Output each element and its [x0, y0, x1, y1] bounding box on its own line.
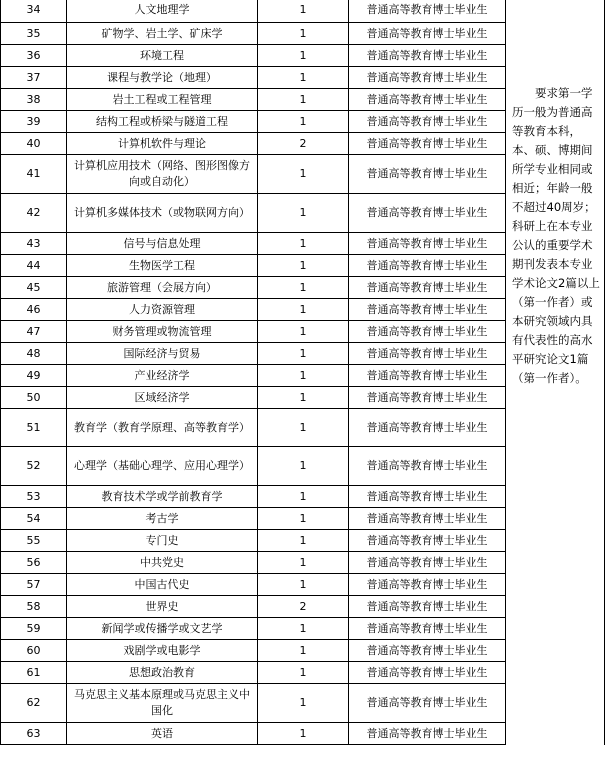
headcount-cell: 1	[258, 155, 349, 194]
row-number: 51	[1, 409, 67, 447]
education-cell: 普通高等教育博士毕业生	[349, 365, 506, 387]
education-cell: 普通高等教育博士毕业生	[349, 447, 506, 486]
education-cell: 普通高等教育博士毕业生	[349, 618, 506, 640]
education-cell: 普通高等教育博士毕业生	[349, 387, 506, 409]
major-cell: 岩土工程或工程管理	[67, 89, 258, 111]
major-cell: 教育学（教育学原理、高等教育学）	[67, 409, 258, 447]
major-cell: 国际经济与贸易	[67, 343, 258, 365]
major-cell: 思想政治教育	[67, 662, 258, 684]
education-cell: 普通高等教育博士毕业生	[349, 552, 506, 574]
row-number: 52	[1, 447, 67, 486]
headcount-cell: 1	[258, 409, 349, 447]
education-cell: 普通高等教育博士毕业生	[349, 508, 506, 530]
headcount-cell: 1	[258, 194, 349, 233]
headcount-cell: 1	[258, 343, 349, 365]
headcount-cell: 1	[258, 111, 349, 133]
requirement-note-cell	[506, 0, 605, 745]
headcount-cell: 2	[258, 596, 349, 618]
major-cell: 戏剧学或电影学	[67, 640, 258, 662]
education-cell: 普通高等教育博士毕业生	[349, 684, 506, 723]
headcount-cell: 1	[258, 0, 349, 23]
headcount-cell: 1	[258, 530, 349, 552]
row-number: 42	[1, 194, 67, 233]
row-number: 38	[1, 89, 67, 111]
headcount-cell: 1	[258, 277, 349, 299]
row-number: 62	[1, 684, 67, 723]
row-number: 54	[1, 508, 67, 530]
row-number: 61	[1, 662, 67, 684]
headcount-cell: 1	[258, 233, 349, 255]
major-cell: 计算机多媒体技术（或物联网方向）	[67, 194, 258, 233]
row-number: 46	[1, 299, 67, 321]
major-cell: 计算机应用技术（网络、图形图像方向或自动化）	[67, 155, 258, 194]
row-number: 40	[1, 133, 67, 155]
requirement-note: 要求第一学历一般为普通高等教育本科，本、硕、博期间所学专业相同或相近；年龄一般不超过40周岁；科研上在本专业公认的重要学术期刊发表本专业学术论文2篇以上（第一作者）或本研究领域内具有代表性的高水平研究论文1篇（第一作者）。	[512, 86, 600, 385]
major-cell: 生物医学工程	[67, 255, 258, 277]
headcount-cell: 1	[258, 387, 349, 409]
row-number: 45	[1, 277, 67, 299]
major-cell: 计算机软件与理论	[67, 133, 258, 155]
headcount-cell: 1	[258, 640, 349, 662]
education-cell: 普通高等教育博士毕业生	[349, 723, 506, 745]
education-cell: 普通高等教育博士毕业生	[349, 23, 506, 45]
major-cell: 人文地理学	[67, 0, 258, 23]
headcount-cell: 1	[258, 447, 349, 486]
major-cell: 中共党史	[67, 552, 258, 574]
major-cell: 区域经济学	[67, 387, 258, 409]
row-number: 56	[1, 552, 67, 574]
education-cell: 普通高等教育博士毕业生	[349, 596, 506, 618]
row-number: 35	[1, 23, 67, 45]
education-cell: 普通高等教育博士毕业生	[349, 111, 506, 133]
major-cell: 马克思主义基本原理或马克思主义中国化	[67, 684, 258, 723]
education-cell: 普通高等教育博士毕业生	[349, 233, 506, 255]
row-number: 43	[1, 233, 67, 255]
row-number: 60	[1, 640, 67, 662]
headcount-cell: 1	[258, 574, 349, 596]
major-cell: 专门史	[67, 530, 258, 552]
headcount-cell: 1	[258, 508, 349, 530]
table-row	[1, 0, 605, 23]
major-cell: 财务管理或物流管理	[67, 321, 258, 343]
education-cell: 普通高等教育博士毕业生	[349, 67, 506, 89]
headcount-cell: 1	[258, 723, 349, 745]
major-cell: 考古学	[67, 508, 258, 530]
education-cell: 普通高等教育博士毕业生	[349, 194, 506, 233]
row-number: 58	[1, 596, 67, 618]
major-cell: 信号与信息处理	[67, 233, 258, 255]
education-cell: 普通高等教育博士毕业生	[349, 45, 506, 67]
row-number: 55	[1, 530, 67, 552]
education-cell: 普通高等教育博士毕业生	[349, 486, 506, 508]
major-cell: 课程与教学论（地理）	[67, 67, 258, 89]
headcount-cell: 1	[258, 89, 349, 111]
major-cell: 旅游管理（会展方向）	[67, 277, 258, 299]
headcount-cell: 2	[258, 133, 349, 155]
education-cell: 普通高等教育博士毕业生	[349, 0, 506, 23]
major-cell: 矿物学、岩土学、矿床学	[67, 23, 258, 45]
major-cell: 英语	[67, 723, 258, 745]
headcount-cell: 1	[258, 618, 349, 640]
major-cell: 环境工程	[67, 45, 258, 67]
headcount-cell: 1	[258, 45, 349, 67]
major-cell: 中国古代史	[67, 574, 258, 596]
headcount-cell: 1	[258, 662, 349, 684]
row-number: 47	[1, 321, 67, 343]
major-cell: 教育技术学或学前教育学	[67, 486, 258, 508]
headcount-cell: 1	[258, 365, 349, 387]
row-number: 63	[1, 723, 67, 745]
major-cell: 结构工程或桥梁与隧道工程	[67, 111, 258, 133]
row-number: 49	[1, 365, 67, 387]
education-cell: 普通高等教育博士毕业生	[349, 640, 506, 662]
row-number: 59	[1, 618, 67, 640]
education-cell: 普通高等教育博士毕业生	[349, 343, 506, 365]
headcount-cell: 1	[258, 486, 349, 508]
education-cell: 普通高等教育博士毕业生	[349, 155, 506, 194]
education-cell: 普通高等教育博士毕业生	[349, 530, 506, 552]
headcount-cell: 1	[258, 255, 349, 277]
major-cell: 产业经济学	[67, 365, 258, 387]
headcount-cell: 1	[258, 684, 349, 723]
education-cell: 普通高等教育博士毕业生	[349, 277, 506, 299]
education-cell: 普通高等教育博士毕业生	[349, 662, 506, 684]
row-number: 57	[1, 574, 67, 596]
headcount-cell: 1	[258, 321, 349, 343]
major-cell: 心理学（基础心理学、应用心理学）	[67, 447, 258, 486]
major-cell: 人力资源管理	[67, 299, 258, 321]
row-number: 53	[1, 486, 67, 508]
row-number: 34	[1, 0, 67, 23]
row-number: 36	[1, 45, 67, 67]
education-cell: 普通高等教育博士毕业生	[349, 321, 506, 343]
row-number: 41	[1, 155, 67, 194]
education-cell: 普通高等教育博士毕业生	[349, 133, 506, 155]
education-cell: 普通高等教育博士毕业生	[349, 89, 506, 111]
row-number: 48	[1, 343, 67, 365]
row-number: 39	[1, 111, 67, 133]
education-cell: 普通高等教育博士毕业生	[349, 574, 506, 596]
headcount-cell: 1	[258, 67, 349, 89]
table-body	[1, 0, 605, 745]
education-cell: 普通高等教育博士毕业生	[349, 299, 506, 321]
headcount-cell: 1	[258, 552, 349, 574]
row-number: 37	[1, 67, 67, 89]
education-cell: 普通高等教育博士毕业生	[349, 255, 506, 277]
education-cell: 普通高等教育博士毕业生	[349, 409, 506, 447]
major-cell: 世界史	[67, 596, 258, 618]
row-number: 44	[1, 255, 67, 277]
major-cell: 新闻学或传播学或文艺学	[67, 618, 258, 640]
headcount-cell: 1	[258, 23, 349, 45]
headcount-cell: 1	[258, 299, 349, 321]
row-number: 50	[1, 387, 67, 409]
